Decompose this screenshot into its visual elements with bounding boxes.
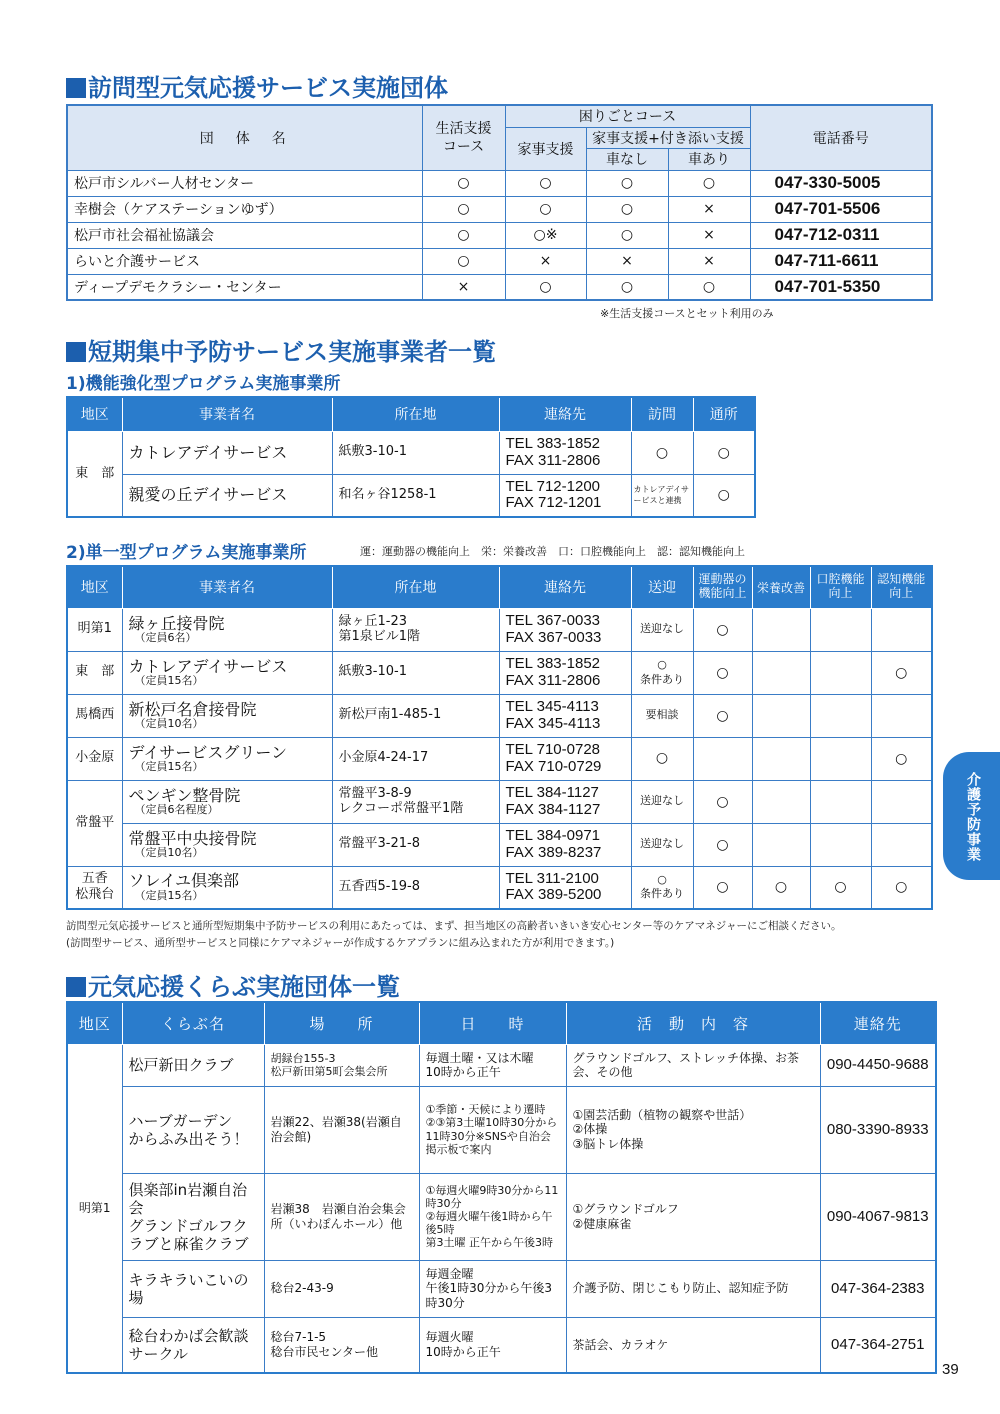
datetime: 毎週火曜 10時から正午 — [419, 1317, 566, 1373]
address: 五香西5-19-8 — [332, 866, 499, 909]
table-row — [67, 1260, 936, 1317]
mark: ○ — [668, 170, 750, 196]
section1-title: 訪問型元気応援サービス実施団体 — [66, 68, 448, 103]
header-with-car: 車あり — [668, 148, 750, 170]
place: 稔台2-43-9 — [264, 1260, 419, 1317]
header-life-support: 生活支援 コース — [422, 105, 505, 170]
phone-number: 090-4067-9813 — [820, 1173, 936, 1260]
mark — [810, 651, 871, 694]
single-program-table — [66, 565, 933, 910]
mark: × — [668, 222, 750, 248]
header-housework-plus: 家事支援+付き添い支援 — [586, 127, 750, 148]
pickup: ○ 条件あり — [631, 866, 693, 909]
sub1-title: 1)機能強化型プログラム実施事業所 — [66, 374, 341, 394]
mark — [810, 694, 871, 737]
table-row — [67, 196, 932, 222]
org-name: 幸樹会（ケアステーションゆず） — [67, 196, 422, 222]
phone-number: 090-4450-9688 — [820, 1044, 936, 1086]
phone-number: 080-3390-8933 — [820, 1086, 936, 1173]
table-row — [67, 737, 932, 780]
mark: ○ — [693, 608, 752, 651]
mark — [752, 608, 810, 651]
header-address: 所在地 — [332, 566, 499, 608]
mark: × — [586, 248, 668, 274]
org-name: ディープデモクラシー・センター — [67, 274, 422, 300]
table-row — [67, 694, 932, 737]
table-row — [67, 651, 932, 694]
header-activity: 活 動 内 容 — [566, 1002, 820, 1044]
address: 常盤平3-21-8 — [332, 823, 499, 866]
phone-number: 047-712-0311 — [750, 222, 932, 248]
square-bullet-icon — [66, 342, 86, 362]
pickup: 送迎なし — [631, 780, 693, 823]
header-daycare: 通所 — [693, 397, 755, 431]
mark: ○ — [693, 431, 755, 474]
address: 小金原4-24-17 — [332, 737, 499, 780]
header-phone: 電話番号 — [750, 105, 932, 170]
org-name: 松戸市社会福祉協議会 — [67, 222, 422, 248]
phone-number: 047-364-2383 — [820, 1260, 936, 1317]
mark — [693, 737, 752, 780]
mark: ○ — [586, 222, 668, 248]
header-contact: 連絡先 — [499, 397, 631, 431]
provider-name: ソレイユ倶楽部 （定員15名） — [122, 866, 332, 909]
contact: TEL 345-4113 FAX 345-4113 — [499, 694, 631, 737]
table-row — [67, 780, 932, 823]
activity: ①園芸活動（植物の観察や世話） ②体操 ③脳トレ体操 — [566, 1086, 820, 1173]
address: 新松戸南1-485-1 — [332, 694, 499, 737]
phone-number: 047-701-5506 — [750, 196, 932, 222]
header-area: 地区 — [67, 397, 122, 431]
mark: ○ — [693, 694, 752, 737]
club-table — [66, 1001, 937, 1374]
mark: ○ — [693, 651, 752, 694]
club-name: キラキラいこいの場 — [122, 1260, 264, 1317]
mark: ○※ — [505, 222, 586, 248]
datetime: 毎週土曜・又は木曜 10時から正午 — [419, 1044, 566, 1086]
mark: ○ — [422, 248, 505, 274]
function-program-table — [66, 396, 756, 518]
mark: × — [668, 196, 750, 222]
area-cell: 明第1 — [67, 1044, 122, 1373]
section2-title: 短期集中予防サービス実施事業者一覧 — [66, 332, 496, 367]
header-address: 所在地 — [332, 397, 499, 431]
club-name: 松戸新田クラブ — [122, 1044, 264, 1086]
header-trouble-course: 困りごとコース — [505, 105, 750, 127]
provider-name: 常盤平中央接骨院 （定員10名） — [122, 823, 332, 866]
address: 和名ヶ谷1258-1 — [332, 474, 499, 517]
usage-note-2: (訪問型サービス、通所型サービスと同様にケアマネジャーが作成するケアプランに組み込まれた方が利用できます。) — [66, 937, 615, 949]
activity: グラウンドゴルフ、ストレッチ体操、お茶会、その他 — [566, 1044, 820, 1086]
provider-name: デイサービスグリーン （定員15名） — [122, 737, 332, 780]
mark — [871, 780, 932, 823]
mark — [810, 737, 871, 780]
pickup: ○ 条件あり — [631, 651, 693, 694]
pickup: 送迎なし — [631, 608, 693, 651]
header-name: 事業者名 — [122, 397, 332, 431]
mark — [752, 823, 810, 866]
mark: ○ — [422, 222, 505, 248]
area-cell: 小金原 — [67, 737, 122, 780]
visit-note: カトレアデイサービスと連携 — [631, 474, 693, 517]
contact: TEL 384-1127 FAX 384-1127 — [499, 780, 631, 823]
table-row — [67, 1044, 936, 1086]
mark: × — [668, 248, 750, 274]
mark: × — [422, 274, 505, 300]
table-row — [67, 170, 932, 196]
org-name: 松戸市シルバー人材センター — [67, 170, 422, 196]
mark: ○ — [871, 737, 932, 780]
mark: × — [505, 248, 586, 274]
datetime: 毎週金曜 午後1時30分から午後3時30分 — [419, 1260, 566, 1317]
mark — [871, 694, 932, 737]
org-name: らいと介護サービス — [67, 248, 422, 274]
datetime: ①毎週火曜9時30分から11時30分 ②毎週火曜午後1時から午後5時 第3土曜 正午から午後3時 — [419, 1173, 566, 1260]
mark — [752, 737, 810, 780]
mark — [752, 651, 810, 694]
mark: ○ — [631, 431, 693, 474]
header-place: 場 所 — [264, 1002, 419, 1044]
header-cognitive: 認知機能向上 — [871, 566, 932, 608]
header-contact: 連絡先 — [499, 566, 631, 608]
address: 紙敷3-10-1 — [332, 651, 499, 694]
mark — [752, 694, 810, 737]
pickup: 送迎なし — [631, 823, 693, 866]
place: 岩瀬38 岩瀬自治会集会所（いわぽんホール）他 — [264, 1173, 419, 1260]
contact: TEL 712-1200 FAX 712-1201 — [499, 474, 631, 517]
place: 岩瀬22、岩瀬38(岩瀬自治会館) — [264, 1086, 419, 1173]
area-cell: 馬橋西 — [67, 694, 122, 737]
mark: ○ — [871, 651, 932, 694]
phone-number: 047-364-2751 — [820, 1317, 936, 1373]
datetime: ①季節・天候により遷時 ②③第3土曜10時30分から11時30分※SNSや自治会掲示板で案内 — [419, 1086, 566, 1173]
table-row — [67, 474, 755, 517]
header-visit: 訪問 — [631, 397, 693, 431]
header-housework: 家事支援 — [505, 127, 586, 170]
mark — [871, 608, 932, 651]
pickup: 要相談 — [631, 694, 693, 737]
mark — [810, 608, 871, 651]
activity: 介護予防、閉じこもり防止、認知症予防 — [566, 1260, 820, 1317]
header-contact: 連絡先 — [820, 1002, 936, 1044]
phone-number: 047-330-5005 — [750, 170, 932, 196]
address: 緑ヶ丘1-23 第1泉ビル1階 — [332, 608, 499, 651]
contact: TEL 311-2100 FAX 389-5200 — [499, 866, 631, 909]
contact: TEL 384-0971 FAX 389-8237 — [499, 823, 631, 866]
club-name: 倶楽部in岩瀬自治会 グランドゴルフク ラブと麻雀クラブ — [122, 1173, 264, 1260]
section1-note: ※生活支援コースとセット利用のみ — [600, 307, 774, 320]
visit-service-table — [66, 104, 933, 301]
table-row — [67, 1317, 936, 1373]
table-row — [67, 608, 932, 651]
table-row — [67, 1173, 936, 1260]
provider-name: 緑ヶ丘接骨院 （定員6名） — [122, 608, 332, 651]
square-bullet-icon — [66, 977, 86, 997]
mark: ○ — [586, 274, 668, 300]
mark: ○ — [505, 170, 586, 196]
phone-number: 047-701-5350 — [750, 274, 932, 300]
table-row — [67, 222, 932, 248]
club-name: ハーブガーデン からふみ出そう！ — [122, 1086, 264, 1173]
mark — [810, 823, 871, 866]
header-club: くらぶ名 — [122, 1002, 264, 1044]
table-row — [67, 274, 932, 300]
address: 紙敷3-10-1 — [332, 431, 499, 474]
area-cell: 常盤平 — [67, 780, 122, 866]
mark: ○ — [693, 474, 755, 517]
square-bullet-icon — [66, 78, 86, 98]
area-cell: 五香 松飛台 — [67, 866, 122, 909]
side-tab — [943, 752, 1000, 880]
header-motor: 運動器の機能向上 — [693, 566, 752, 608]
provider-name: カトレアデイサービス — [122, 431, 332, 474]
section3-title: 元気応援くらぶ実施団体一覧 — [66, 967, 400, 1002]
activity: ①グラウンドゴルフ ②健康麻雀 — [566, 1173, 820, 1260]
mark: ○ — [586, 196, 668, 222]
mark: ○ — [693, 823, 752, 866]
header-oral: 口腔機能向上 — [810, 566, 871, 608]
header-name: 事業者名 — [122, 566, 332, 608]
header-area: 地区 — [67, 1002, 122, 1044]
mark — [871, 823, 932, 866]
table-row — [67, 1086, 936, 1173]
place: 胡録台155-3 松戸新田第5町会集会所 — [264, 1044, 419, 1086]
pickup: ○ — [631, 737, 693, 780]
table-row — [67, 866, 932, 909]
contact: TEL 383-1852 FAX 311-2806 — [499, 431, 631, 474]
header-pickup: 送迎 — [631, 566, 693, 608]
phone-number: 047-711-6611 — [750, 248, 932, 274]
activity: 茶話会、カラオケ — [566, 1317, 820, 1373]
header-area: 地区 — [67, 566, 122, 608]
place: 稔台7-1-5 稔台市民センター他 — [264, 1317, 419, 1373]
table-row — [67, 431, 755, 474]
legend: 運：運動器の機能向上 栄：栄養改善 口：口腔機能向上 認：認知機能向上 — [360, 545, 745, 558]
header-no-car: 車なし — [586, 148, 668, 170]
page-number: 39 — [942, 1361, 959, 1378]
mark: ○ — [422, 196, 505, 222]
area-cell: 東 部 — [67, 431, 122, 517]
area-cell: 明第1 — [67, 608, 122, 651]
mark: ○ — [505, 196, 586, 222]
header-name: 団 体 名 — [67, 105, 422, 170]
table-row — [67, 823, 932, 866]
header-nutrition: 栄養改善 — [752, 566, 810, 608]
contact: TEL 367-0033 FAX 367-0033 — [499, 608, 631, 651]
contact: TEL 710-0728 FAX 710-0729 — [499, 737, 631, 780]
mark: ○ — [693, 780, 752, 823]
table-row — [67, 248, 932, 274]
mark — [752, 780, 810, 823]
mark — [810, 780, 871, 823]
header-datetime: 日 時 — [419, 1002, 566, 1044]
mark: ○ — [505, 274, 586, 300]
area-cell: 東 部 — [67, 651, 122, 694]
mark: ○ — [871, 866, 932, 909]
mark: ○ — [752, 866, 810, 909]
usage-note-1: 訪問型元気応援サービスと通所型短期集中予防サービスの利用にあたっては、まず、担当地区の高齢者いきいき安心センター等のケアマネジャーにご相談ください。 — [66, 920, 842, 932]
mark: ○ — [586, 170, 668, 196]
mark: ○ — [810, 866, 871, 909]
mark: ○ — [668, 274, 750, 300]
provider-name: カトレアデイサービス （定員15名） — [122, 651, 332, 694]
provider-name: 親愛の丘デイサービス — [122, 474, 332, 517]
mark: ○ — [693, 866, 752, 909]
mark: ○ — [422, 170, 505, 196]
club-name: 稔台わかば会歓談 サークル — [122, 1317, 264, 1373]
sub2-title: 2)単一型プログラム実施事業所 — [66, 543, 307, 563]
provider-name: 新松戸名倉接骨院 （定員10名） — [122, 694, 332, 737]
side-tab-label: 介護予防事業 — [965, 772, 981, 862]
address: 常盤平3-8-9 レクコーポ常盤平1階 — [332, 780, 499, 823]
contact: TEL 383-1852 FAX 311-2806 — [499, 651, 631, 694]
provider-name: ペンギン整骨院 （定員6名程度） — [122, 780, 332, 823]
